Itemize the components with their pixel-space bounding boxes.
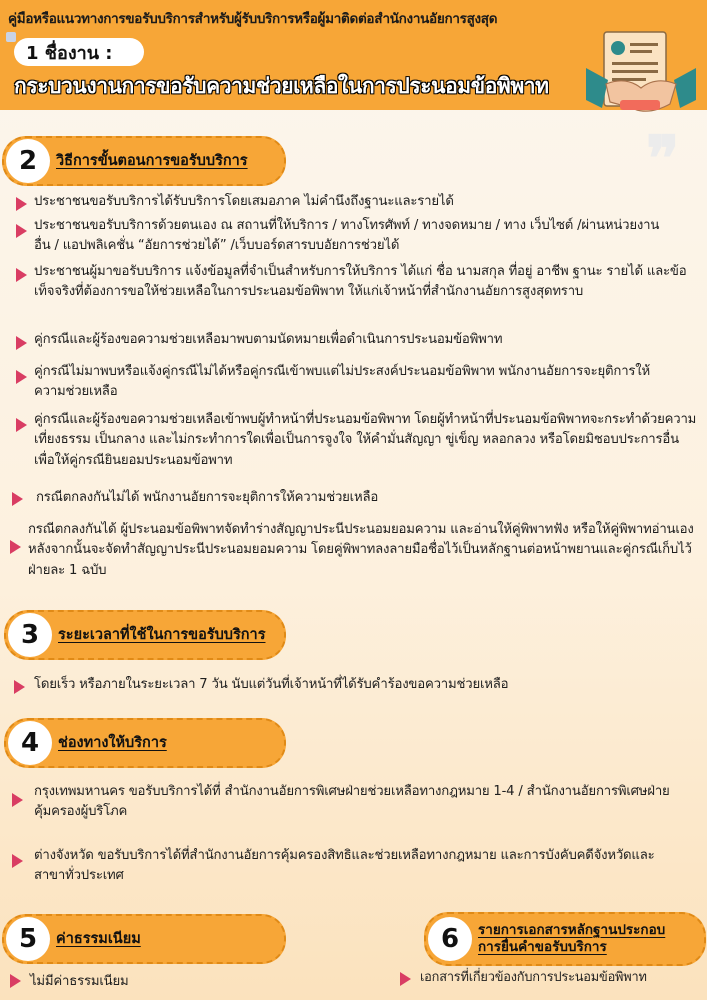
section-5-header [2, 914, 286, 964]
section-title: รายการเอกสารหลักฐานประกอบการยื่นคำขอรับบริการ [478, 922, 666, 955]
section-3-header [4, 610, 286, 660]
list-item: คู่กรณีและผู้ร้องขอความช่วยเหลือมาพบตามนัดหมายเพื่อดำเนินการประนอมข้อพิพาท [34, 332, 503, 347]
triangle-bullet-icon [12, 492, 23, 506]
triangle-bullet-icon [16, 224, 27, 238]
section-title: ช่องทางให้บริการ [58, 734, 167, 751]
section-4-header [4, 718, 286, 768]
triangle-bullet-icon [12, 793, 23, 807]
triangle-bullet-icon [10, 974, 21, 988]
section-title: ค่าธรรมเนียม [56, 930, 141, 947]
list-item: โดยเร็ว หรือภายในระยะเวลา 7 วัน นับแต่วันที่เจ้าหน้าที่ได้รับคำร้องขอความช่วยเหลือ [34, 677, 509, 692]
section-number: 3 [8, 613, 52, 657]
section-number: 2 [6, 139, 50, 183]
triangle-bullet-icon [16, 197, 27, 211]
triangle-bullet-icon [16, 336, 27, 350]
section-number: 6 [428, 917, 472, 961]
handshake-contract-icon [586, 28, 696, 120]
section-title: วิธีการขั้นตอนการขอรับบริการ [56, 152, 248, 169]
quote-icon: ❞ [646, 122, 680, 195]
list-item: ต่างจังหวัด ขอรับบริการได้ที่สำนักงานอัยการคุ้มครองสิทธิและช่วยเหลือทางกฎหมาย และการบังคับคดีจังหวัดและสาขาทั่วประเทศ [34, 848, 655, 884]
list-item: ประชาชนขอรับบริการด้วยตนเอง ณ สถานที่ให้บริการ / ทางโทรศัพท์ / ทางจดหมาย / ทาง เว็บไซต์ /ผ่านหน่วยงานอื่น / แอปพลิเคชั่น “อัยการช่วยได้” /เว็บบอร์ดสารบบอัยการช่วยได้ [34, 218, 660, 254]
triangle-bullet-icon [16, 370, 27, 384]
list-item: เอกสารที่เกี่ยวข้องกับการประนอมข้อพิพาท [420, 970, 647, 985]
triangle-bullet-icon [16, 268, 27, 282]
triangle-bullet-icon [400, 972, 411, 986]
triangle-bullet-icon [10, 540, 21, 554]
section-number: 5 [6, 917, 50, 961]
list-item: ประชาชนผู้มาขอรับบริการ แจ้งข้อมูลที่จำเป็นสำหรับการให้บริการ ได้แก่ ชื่อ นามสกุล ที่อยู่ อาชีพ ฐานะ รายได้ และข้อเท็จจริงที่ต้องการขอให้ช่วยเหลือในการประนอมข้อพิพาท ให้แก่เจ้าหน้าที่สำนักงานอัยการสูงสุดทราบ [34, 264, 687, 300]
header-top-line: คู่มือหรือแนวทางการขอรับบริการสำหรับผู้รับบริการหรือผู้มาติดต่อสำนักงานอัยการสูงสุด [8, 11, 498, 27]
section-2-header [2, 136, 286, 186]
triangle-bullet-icon [14, 680, 25, 694]
list-item: ไม่มีค่าธรรมเนียม [30, 974, 129, 989]
list-item: คู่กรณีและผู้ร้องขอความช่วยเหลือเข้าพบผู้ทำหน้าที่ประนอมข้อพิพาท โดยผู้ทำหน้าที่ประนอมข้อพิพาทจะกระทำด้วยความเที่ยงธรรม เป็นกลาง และไม่กระทำการใดเพื่อเป็นการจูงใจ ให้คำมั่นสัญญา ขู่เข็ญ หลอกลวง หรือโดยมิชอบประการอื่น เพื่อให้คู่กรณียินยอมประนอมข้อพาท [34, 412, 697, 468]
service-name-label: 1 ชื่องาน : [14, 38, 144, 66]
decorative-square [6, 32, 16, 42]
section-number: 4 [8, 721, 52, 765]
triangle-bullet-icon [12, 854, 23, 868]
triangle-bullet-icon [16, 418, 27, 432]
list-item: กรณีตกลงกันไม่ได้ พนักงานอัยการจะยุติการให้ความช่วยเหลือ [36, 490, 379, 505]
list-item: คู่กรณีไม่มาพบหรือแจ้งคู่กรณีไม่ได้หรือคู่กรณีเข้าพบแต่ไม่ประสงค์ประนอมข้อพิพาท พนักงานอัยการจะยุติการให้ความช่วยเหลือ [34, 364, 651, 400]
list-item: ประชาชนขอรับบริการได้รับบริการโดยเสมอภาค ไม่คำนึงถึงฐานะและรายได้ [34, 194, 454, 209]
page-title: กระบวนงานการขอรับความช่วยเหลือในการประนอมข้อพิพาท [14, 74, 549, 98]
section-6-header [424, 912, 706, 966]
list-item: กรณีตกลงกันได้ ผู้ประนอมข้อพิพาทจัดทำร่างสัญญาประนีประนอมยอมความ และอ่านให้คู่พิพาทฟัง หรือให้คู่พิพาทอ่านเอง หลังจากนั้นจะจัดทำสัญญาประนีประนอมยอมความ โดยคู่พิพาทลงลายมือชื่อไว้เป็นหลักฐานต่อหน้าพยานและคู่กรณีเก็บไว้ฝ่ายละ 1 ฉบับ [28, 522, 694, 578]
section-title: ระยะเวลาที่ใช้ในการขอรับบริการ [58, 626, 266, 643]
list-item: กรุงเทพมหานคร ขอรับบริการได้ที่ สำนักงานอัยการพิเศษฝ่ายช่วยเหลือทางกฎหมาย 1-4 / สำนักงานอัยการพิเศษฝ่ายคุ้มครองผู้บริโภค [34, 784, 670, 820]
